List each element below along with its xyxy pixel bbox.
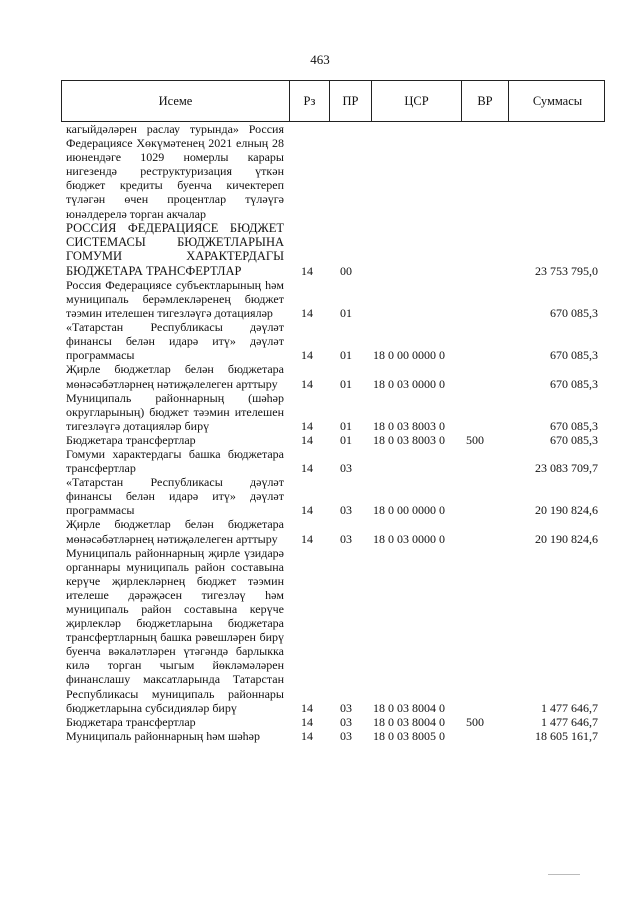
row-name: Муниципаль районнарның (шәһәр округларының) бюджет тәэмин ителешен тигезләүгә дотацияләр бирү xyxy=(66,390,284,433)
row-rz: 14 xyxy=(301,531,313,546)
row-sum: 670 085,3 xyxy=(550,418,598,433)
table-row xyxy=(0,122,640,221)
table-row xyxy=(0,278,640,320)
scan-mark xyxy=(548,874,580,875)
row-rz: 14 xyxy=(301,714,313,729)
row-rz: 14 xyxy=(301,461,313,476)
table-row xyxy=(0,221,640,278)
header-name: Исеме xyxy=(62,81,290,121)
row-name: Муниципаль районнарның һәм шәһәр xyxy=(66,728,261,743)
row-pr: 03 xyxy=(340,503,352,518)
row-name: «Татарстан Республикасы дәүләт финансы белән идарә итү» дәүләт программасы xyxy=(66,475,284,518)
row-sum: 23 083 709,7 xyxy=(535,461,598,476)
row-sum: 670 085,3 xyxy=(550,348,598,363)
row-rz: 14 xyxy=(301,376,313,391)
row-name: Гомуми характердагы башка бюджетара трансфертлар xyxy=(66,446,284,476)
row-sum: 18 605 161,7 xyxy=(535,728,598,743)
row-sum: 670 085,3 xyxy=(550,306,598,321)
row-name: кагыйдәләрен раслау турында» Россия Федерациясе Хөкүмәтенең 2021 елның 28 июнендәге 1029 номерлы карары нигезендә реструктуризация үткән бюджет кредиты буенча кичектереп түләгән өчен процентлар түләүгә юнәлдерелә торган акчалар xyxy=(66,122,284,221)
row-rz: 14 xyxy=(301,432,313,447)
row-sum: 1 477 646,7 xyxy=(541,714,598,729)
table-row xyxy=(0,517,640,545)
row-sum: 1 477 646,7 xyxy=(541,700,598,715)
header-sum: Суммасы xyxy=(532,93,583,108)
row-pr: 01 xyxy=(340,376,352,391)
row-csr: 18 0 03 0000 0 xyxy=(373,376,445,391)
row-pr: 01 xyxy=(340,348,352,363)
row-sum: 670 085,3 xyxy=(550,376,598,391)
row-rz: 14 xyxy=(301,348,313,363)
row-name: Җирле бюджетлар белән бюджетара мөнәсәбәтләрнең нәтиҗәлелеген арттыру xyxy=(66,517,284,546)
row-csr: 18 0 03 8004 0 xyxy=(373,700,445,715)
row-name: РОССИЯ ФЕДЕРАЦИЯСЕ БЮДЖЕТ СИСТЕМАСЫ БЮДЖЕТЛАРЫНА ГОМУМИ ХАРАКТЕРДАГЫ БЮДЖЕТАРА ТРАНСФЕРТЛАР xyxy=(66,220,284,278)
row-pr: 03 xyxy=(340,700,352,715)
row-rz: 14 xyxy=(301,503,313,518)
table-row xyxy=(0,715,640,729)
table-row xyxy=(0,447,640,475)
row-sum: 20 190 824,6 xyxy=(535,503,598,518)
row-name: Җирле бюджетлар белән бюджетара мөнәсәбәтләрнең нәтиҗәлелеген арттыру xyxy=(66,362,284,391)
row-rz: 14 xyxy=(301,418,313,433)
row-name: Россия Федерациясе субъектларының һәм муниципаль берәмлекләренең бюджет тәэмин ителешен тигезләүгә дотацияләр xyxy=(66,277,284,321)
table-row xyxy=(0,475,640,517)
row-name: Бюджетара трансфертлар xyxy=(66,432,196,447)
table-header xyxy=(61,80,605,122)
table-row xyxy=(0,362,640,390)
row-pr: 03 xyxy=(340,714,352,729)
row-rz: 14 xyxy=(301,263,313,278)
header-rz: Рз xyxy=(290,81,330,121)
row-csr: 18 0 03 8004 0 xyxy=(373,714,445,729)
row-pr: 00 xyxy=(340,263,352,278)
table-row xyxy=(0,320,640,362)
table-body xyxy=(0,122,640,743)
row-name: «Татарстан Республикасы дәүләт финансы белән идарә итү» дәүләт программасы xyxy=(66,320,284,363)
row-sum: 670 085,3 xyxy=(550,432,598,447)
row-pr: 01 xyxy=(340,432,352,447)
row-name: Бюджетара трансфертлар xyxy=(66,714,196,729)
table-row xyxy=(0,433,640,447)
row-vr: 500 xyxy=(466,714,484,729)
row-vr: 500 xyxy=(466,432,484,447)
row-name: Муниципаль районнарның җирле үзидарә органнары муниципаль район составына керүче җирлекләрнең бюджет тәэмин ителеше дәрәҗәсен тигезләү һәм муниципаль район составына керүче җирлекләр бюджетларына бюджетара трансфертларның башка рәвешләрен бирү буенча вәкаләтләрен үтәгәндә барлыкка килә торган чыгым йөкләмәләрен финанслашу максатларында Татарстан Республикасы муниципаль районнары бюджетларына субсидияләр бирү xyxy=(66,545,284,715)
header-pr: ПР xyxy=(330,81,372,121)
row-sum: 23 753 795,0 xyxy=(535,263,598,278)
row-pr: 03 xyxy=(340,461,352,476)
row-pr: 01 xyxy=(340,418,352,433)
row-csr: 18 0 00 0000 0 xyxy=(373,503,445,518)
table-row xyxy=(0,391,640,433)
row-csr: 18 0 00 0000 0 xyxy=(373,348,445,363)
row-csr: 18 0 03 8003 0 xyxy=(373,432,445,447)
table-row xyxy=(0,729,640,743)
row-rz: 14 xyxy=(301,728,313,743)
row-csr: 18 0 03 8005 0 xyxy=(373,728,445,743)
row-csr: 18 0 03 8003 0 xyxy=(373,418,445,433)
row-csr: 18 0 03 0000 0 xyxy=(373,531,445,546)
row-pr: 03 xyxy=(340,531,352,546)
header-csr: ЦСР xyxy=(372,81,462,121)
row-pr: 01 xyxy=(340,306,352,321)
row-pr: 03 xyxy=(340,728,352,743)
header-vr: ВР xyxy=(462,81,509,121)
table-row xyxy=(0,546,640,715)
row-rz: 14 xyxy=(301,700,313,715)
row-rz: 14 xyxy=(301,306,313,321)
row-sum: 20 190 824,6 xyxy=(535,531,598,546)
page-number: 463 xyxy=(310,52,330,67)
